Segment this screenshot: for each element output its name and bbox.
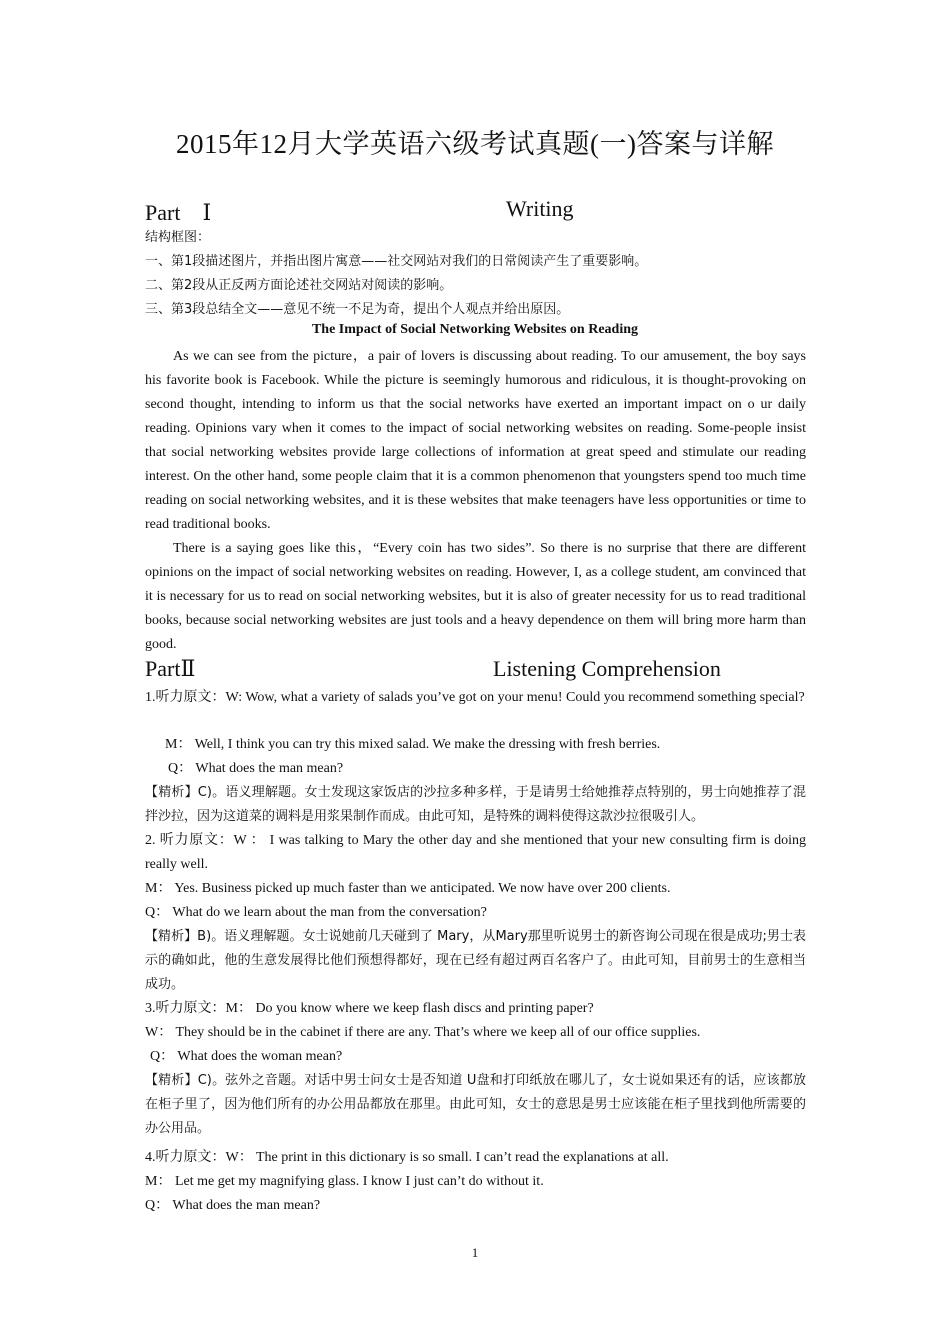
outline-item: 一、第1段描述图片，并指出图片寓意——社交网站对我们的日常阅读产生了重要影响。	[145, 254, 648, 269]
page-number: 1	[471, 1245, 479, 1260]
outline-header: 结构框图：	[145, 230, 211, 245]
q4-man-line: M： Let me get my magnifying glass. I know I just can’t do without it.	[145, 1174, 544, 1189]
essay-title: The Impact of Social Networking Websites on Reading	[311, 322, 639, 337]
part1-label: Part Ⅰ	[145, 200, 212, 225]
q1-man-line: M： Well, I think you can try this mixed salad. We make the dressing with fresh berries.	[165, 737, 661, 752]
part1-header	[145, 196, 810, 226]
q1-question: Q： What does the man mean?	[168, 761, 344, 776]
q3-analysis: 【精析】C)。弦外之音题。对话中男士问女士是否知道 U盘和打印纸放在哪儿了，女士说如果还有的话，应该都放在柜子里了，因为他们所有的办公用品都放在那里。由此可知，女士的意思是男士应该能在柜子里找到他所需要的办公用品。	[145, 1073, 806, 1136]
essay-paragraph-2: There is a saying goes like this，“Every coin has two sides”. So there is no surprise that there are different opinions on the impact of social networking websites on reading. However, I, as a college student, am convinced that it is necessary for us to read on social networking websites, but it is also of greater necessity for us to read traditional books, because social networking websites are just tools and a heavy dependence on them will bring more harm than good.	[145, 541, 806, 652]
q1-woman-line: 1.听力原文：W: Wow, what a variety of salads you’ve got on your menu! Could you recommend something special?	[145, 690, 805, 705]
part2-label: PartⅡ	[145, 656, 196, 681]
document-title: 2015年12月大学英语六级考试真题(一)答案与详解	[176, 129, 774, 159]
q3-man-line: 3.听力原文：M： Do you know where we keep flash discs and printing paper?	[145, 1001, 594, 1016]
outline-item: 三、第3段总结全文——意见不统一不足为奇，提出个人观点并给出原因。	[145, 302, 570, 317]
part2-heading: Listening Comprehension	[493, 656, 721, 681]
q3-woman-line: W： They should be in the cabinet if there are any. That’s where we keep all of our office supplies.	[145, 1025, 701, 1040]
q2-woman-line: 2. 听力原文：W ： I was talking to Mary the other day and she mentioned that your new consulting firm is doing really well.	[145, 833, 806, 872]
q4-question: Q： What does the man mean?	[145, 1198, 321, 1213]
essay-paragraph-1: As we can see from the picture，a pair of lovers is discussing about reading. To our amusement, the boy says his favorite book is Facebook. While the picture is seemingly humorous and ridiculous, it is thought-provoking on second thought, intending to inform us that the social networks have exerted an important impact on o ur daily reading. Opinions vary when it comes to the impact of social networking websites on reading. Some-people insist that social networking websites provide large collections of information at great speed and stimulate our reading interest. On the other hand, some people claim that it is a common phenomenon that youngsters spend too much time reading on social networking websites, and it is these websites that make teenagers have less opportunities or time to read traditional books.	[145, 349, 806, 532]
outline-item: 二、第2段从正反两方面论述社交网站对阅读的影响。	[145, 278, 453, 293]
q1-analysis: 【精析】C)。语义理解题。女士发现这家饭店的沙拉多种多样，于是请男士给她推荐点特别的，男士向她推荐了混拌沙拉，因为这道菜的调料是用浆果制作而成。由此可知，是特殊的调料使得这款沙拉很吸引人。	[145, 785, 806, 824]
q2-analysis: 【精析】B)。语义理解题。女士说她前几天碰到了 Mary，从Mary那里听说男士的新咨询公司现在很是成功;男士表示的确如此，他的生意发展得比他们预想得都好，现在已经有超过两百名客户了。由此可知，目前男士的生意相当成功。	[145, 929, 806, 992]
part2-header	[145, 656, 810, 686]
part1-heading: Writing	[506, 196, 574, 221]
q3-question: Q： What does the woman mean?	[150, 1049, 343, 1064]
outline	[145, 226, 810, 322]
q2-question: Q： What do we learn about the man from the conversation?	[145, 905, 487, 920]
q2-man-line: M： Yes. Business picked up much faster than we anticipated. We now have over 200 clients.	[145, 881, 671, 896]
q4-woman-line: 4.听力原文：W： The print in this dictionary is so small. I can’t read the explanations at all.	[145, 1150, 669, 1165]
